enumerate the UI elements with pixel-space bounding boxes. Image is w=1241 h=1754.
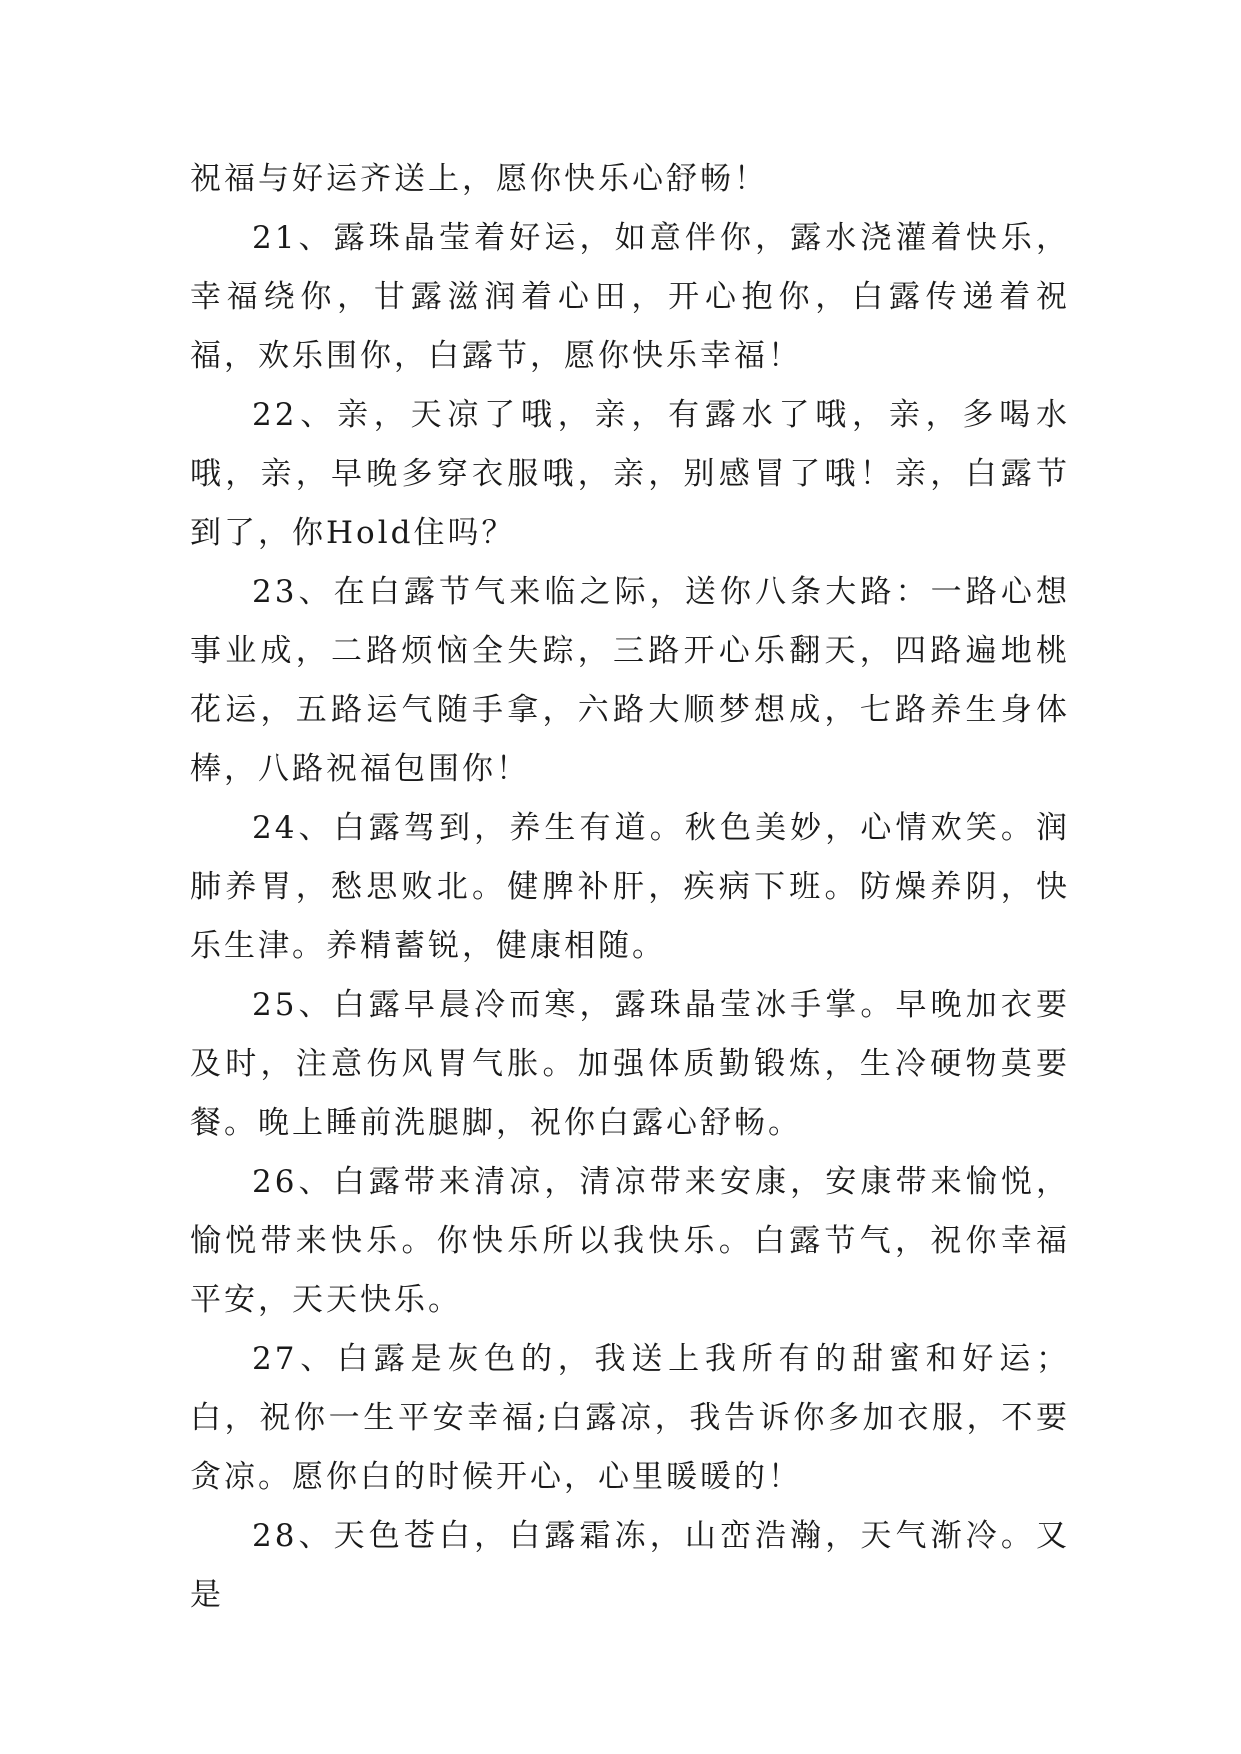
paragraph-28: 28、天色苍白，白露霜冻，山峦浩瀚，天气渐冷。又是 [190, 1518, 1070, 1613]
paragraph-24: 24、白露驾到，养生有道。秋色美妙，心情欢笑。润肺养胃，愁思败北。健脾补肝，疾病下班。防燥养阴，快乐生津。养精蓄锐，健康相随。 [190, 810, 1070, 964]
paragraph-25: 25、白露早晨冷而寒，露珠晶莹冰手掌。早晚加衣要及时，注意伤风胃气胀。加强体质勤锻炼，生冷硬物莫要餐。晚上睡前洗腿脚，祝你白露心舒畅。 [190, 987, 1070, 1141]
paragraph-22: 22、亲，天凉了哦，亲，有露水了哦，亲，多喝水哦，亲，早晚多穿衣服哦，亲，别感冒了哦！亲，白露节到了，你Hold住吗？ [190, 397, 1070, 551]
document-body [190, 150, 1070, 1625]
paragraph-21: 21、露珠晶莹着好运，如意伴你，露水浇灌着快乐，幸福绕你，甘露滋润着心田，开心抱你，白露传递着祝福，欢乐围你，白露节，愿你快乐幸福！ [190, 220, 1070, 374]
paragraph-23: 23、在白露节气来临之际，送你八条大路：一路心想事业成，二路烦恼全失踪，三路开心乐翻天，四路遍地桃花运，五路运气随手拿，六路大顺梦想成，七路养生身体棒，八路祝福包围你！ [190, 574, 1070, 787]
paragraph-27: 27、白露是灰色的，我送上我所有的甜蜜和好运；白，祝你一生平安幸福;白露凉，我告诉你多加衣服，不要贪凉。愿你白的时候开心，心里暖暖的！ [190, 1341, 1070, 1495]
paragraph-26: 26、白露带来清凉，清凉带来安康，安康带来愉悦，愉悦带来快乐。你快乐所以我快乐。白露节气，祝你幸福平安，天天快乐。 [190, 1164, 1070, 1318]
paragraph-continuation: 祝福与好运齐送上，愿你快乐心舒畅！ [190, 161, 768, 197]
